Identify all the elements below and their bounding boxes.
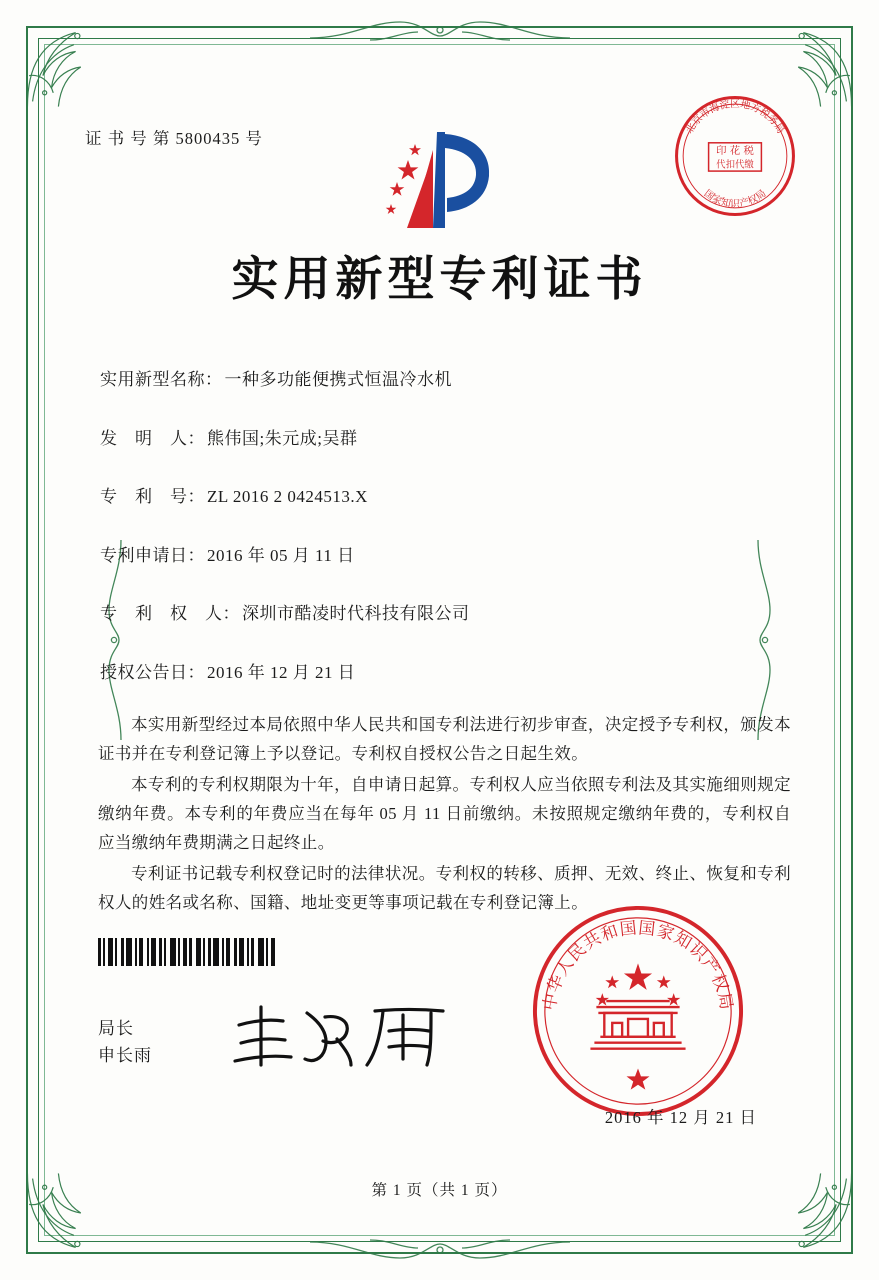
barcode [98, 938, 313, 966]
director-label: 局长 [98, 1019, 134, 1038]
handwritten-signature [225, 995, 460, 1075]
paragraph-1: 本实用新型经过本局依照中华人民共和国专利法进行初步审查，决定授予专利权，颁发本证书并在专利登记簿上予以登记。专利权自授权公告之日起生效。 [98, 715, 791, 763]
field-patentee [100, 599, 799, 624]
svg-text:代扣代缴: 代扣代缴 [716, 159, 754, 171]
field-value: 熊伟国;朱元成;吴群 [207, 428, 358, 448]
svg-text:中华人民共和国国家知识产权局: 中华人民共和国国家知识产权局 [538, 917, 738, 1012]
paragraph-3: 专利证书记载专利权登记时的法律状况。专利权的转移、质押、无效、终止、恢复和专利权人的姓名或名称、国籍、地址变更等事项记载在专利登记簿上。 [98, 864, 791, 912]
svg-text:印 花 税: 印 花 税 [716, 145, 754, 158]
svg-text:北京市海淀区地方税务局: 北京市海淀区地方税务局 [684, 98, 786, 136]
certificate-number: 证 书 号 第 5800435 号 [85, 129, 263, 148]
field-patent-number [100, 482, 799, 507]
svg-text:国家知识产权局: 国家知识产权局 [701, 188, 769, 210]
field-list [100, 365, 799, 716]
field-label: 专 利 号： [100, 487, 205, 506]
field-label: 专利申请日： [100, 545, 205, 565]
field-label: 授权公告日： [100, 662, 205, 682]
page-title: 实用新型专利证书 [231, 252, 648, 307]
field-label: 实用新型名称： [100, 370, 223, 389]
field-value: 2016 年 12 月 21 日 [207, 662, 356, 682]
issue-date: 2016 年 12 月 21 日 [604, 1108, 757, 1127]
edge-ornament-top [310, 18, 570, 44]
field-label: 专 利 权 人： [100, 604, 240, 623]
national-ip-administration-seal [529, 902, 747, 1120]
field-grant-announcement-date [100, 658, 799, 683]
edge-ornament-bottom [310, 1236, 570, 1262]
director-block [98, 1015, 152, 1069]
certificate-content [60, 60, 819, 1220]
issuing-office-seal [669, 90, 801, 222]
field-value: ZL 2016 2 0424513.X [207, 487, 368, 506]
legal-text [98, 710, 791, 919]
field-value: 2016 年 05 月 11 日 [207, 545, 355, 565]
cnipa-logo-icon [375, 120, 505, 240]
page-footer: 第 1 页（共 1 页） [371, 1182, 508, 1199]
field-value: 一种多功能便携式恒温冷水机 [224, 370, 452, 389]
field-application-date [100, 541, 799, 566]
paragraph-2: 本专利的专利权期限为十年，自申请日起算。专利权人应当依照专利法及其实施细则规定缴纳年费。本专利的年费应当在每年 05 月 11 日前缴纳。未按照规定缴纳年费的，专利权自应当缴纳年费期满之日起终止。 [98, 775, 791, 852]
field-inventors [100, 424, 799, 449]
field-value: 深圳市酷凌时代科技有限公司 [242, 604, 470, 623]
field-utility-model-name [100, 365, 799, 390]
director-name: 申长雨 [98, 1046, 152, 1065]
field-label: 发 明 人： [100, 428, 205, 448]
